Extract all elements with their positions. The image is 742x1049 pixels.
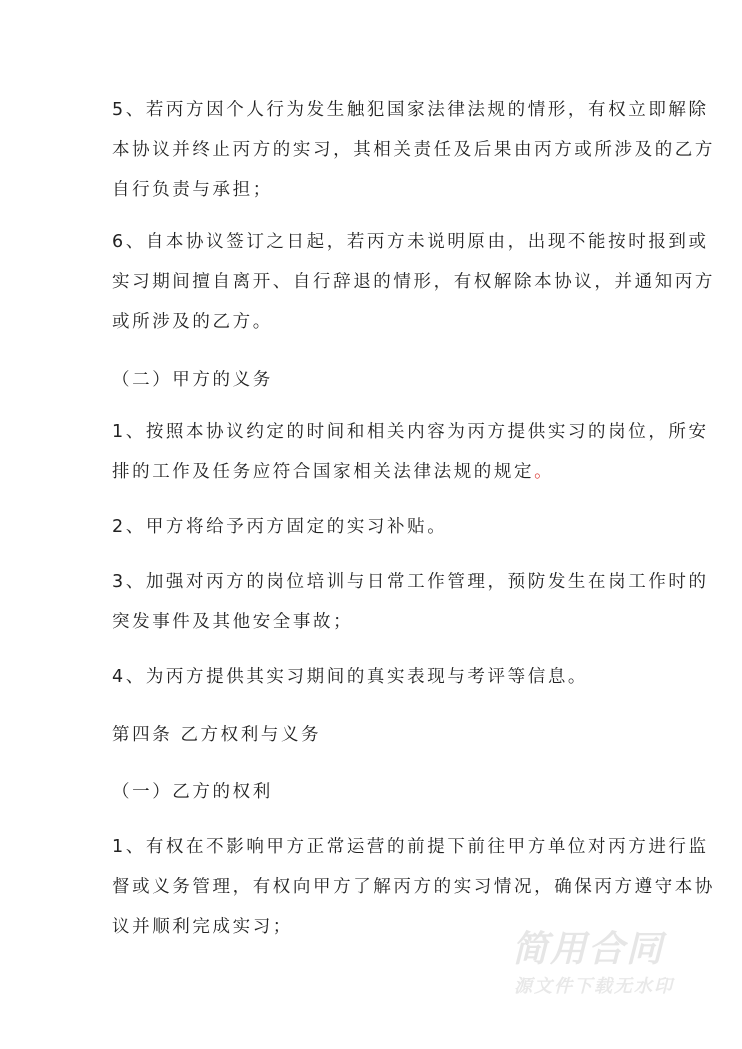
text-line: 议并顺利完成实习； xyxy=(112,917,293,937)
watermark-logo: 简用合同 xyxy=(512,929,665,970)
article-heading: 第四条 乙方权利与义务 xyxy=(112,725,322,745)
text-line: 6、自本协议签订之日起，若丙方未说明原由，出现不能按时报到或 xyxy=(112,232,709,252)
text-line: 突发事件及其他安全事故； xyxy=(112,612,354,632)
text-line xyxy=(112,461,554,483)
text-line: 1、按照本协议约定的时间和相关内容为丙方提供实习的岗位，所安 xyxy=(112,422,709,442)
text-line: 2、甲方将给予丙方固定的实习补贴。 xyxy=(112,517,448,537)
text-line: 督或义务管理，有权向甲方了解丙方的实习情况，确保丙方遵守本协 xyxy=(112,877,715,897)
text-line: 自行负责与承担； xyxy=(112,180,273,200)
text-line: 1、有权在不影响甲方正常运营的前提下前往甲方单位对丙方进行监 xyxy=(112,837,709,857)
text-line: 4、为丙方提供其实习期间的真实表现与考评等信息。 xyxy=(112,667,589,687)
watermark-subtitle: 源文件下载无水印 xyxy=(514,976,674,997)
text-line: 或所涉及的乙方。 xyxy=(112,312,273,332)
text-line: 本协议并终止丙方的实习，其相关责任及后果由丙方或所涉及的乙方 xyxy=(112,140,715,160)
text-span: 排的工作及任务应符合国家相关法律法规的规定 xyxy=(112,462,535,482)
text-line: 5、若丙方因个人行为发生触犯国家法律法规的情形，有权立即解除 xyxy=(112,100,709,120)
section-heading: （一）乙方的权利 xyxy=(112,782,273,802)
red-period: 。 xyxy=(534,462,555,482)
text-line: 实习期间擅自离开、自行辞退的情形，有权解除本协议，并通知丙方 xyxy=(112,272,715,292)
text-line: 3、加强对丙方的岗位培训与日常工作管理，预防发生在岗工作时的 xyxy=(112,572,709,592)
section-heading: （二）甲方的义务 xyxy=(112,370,273,390)
